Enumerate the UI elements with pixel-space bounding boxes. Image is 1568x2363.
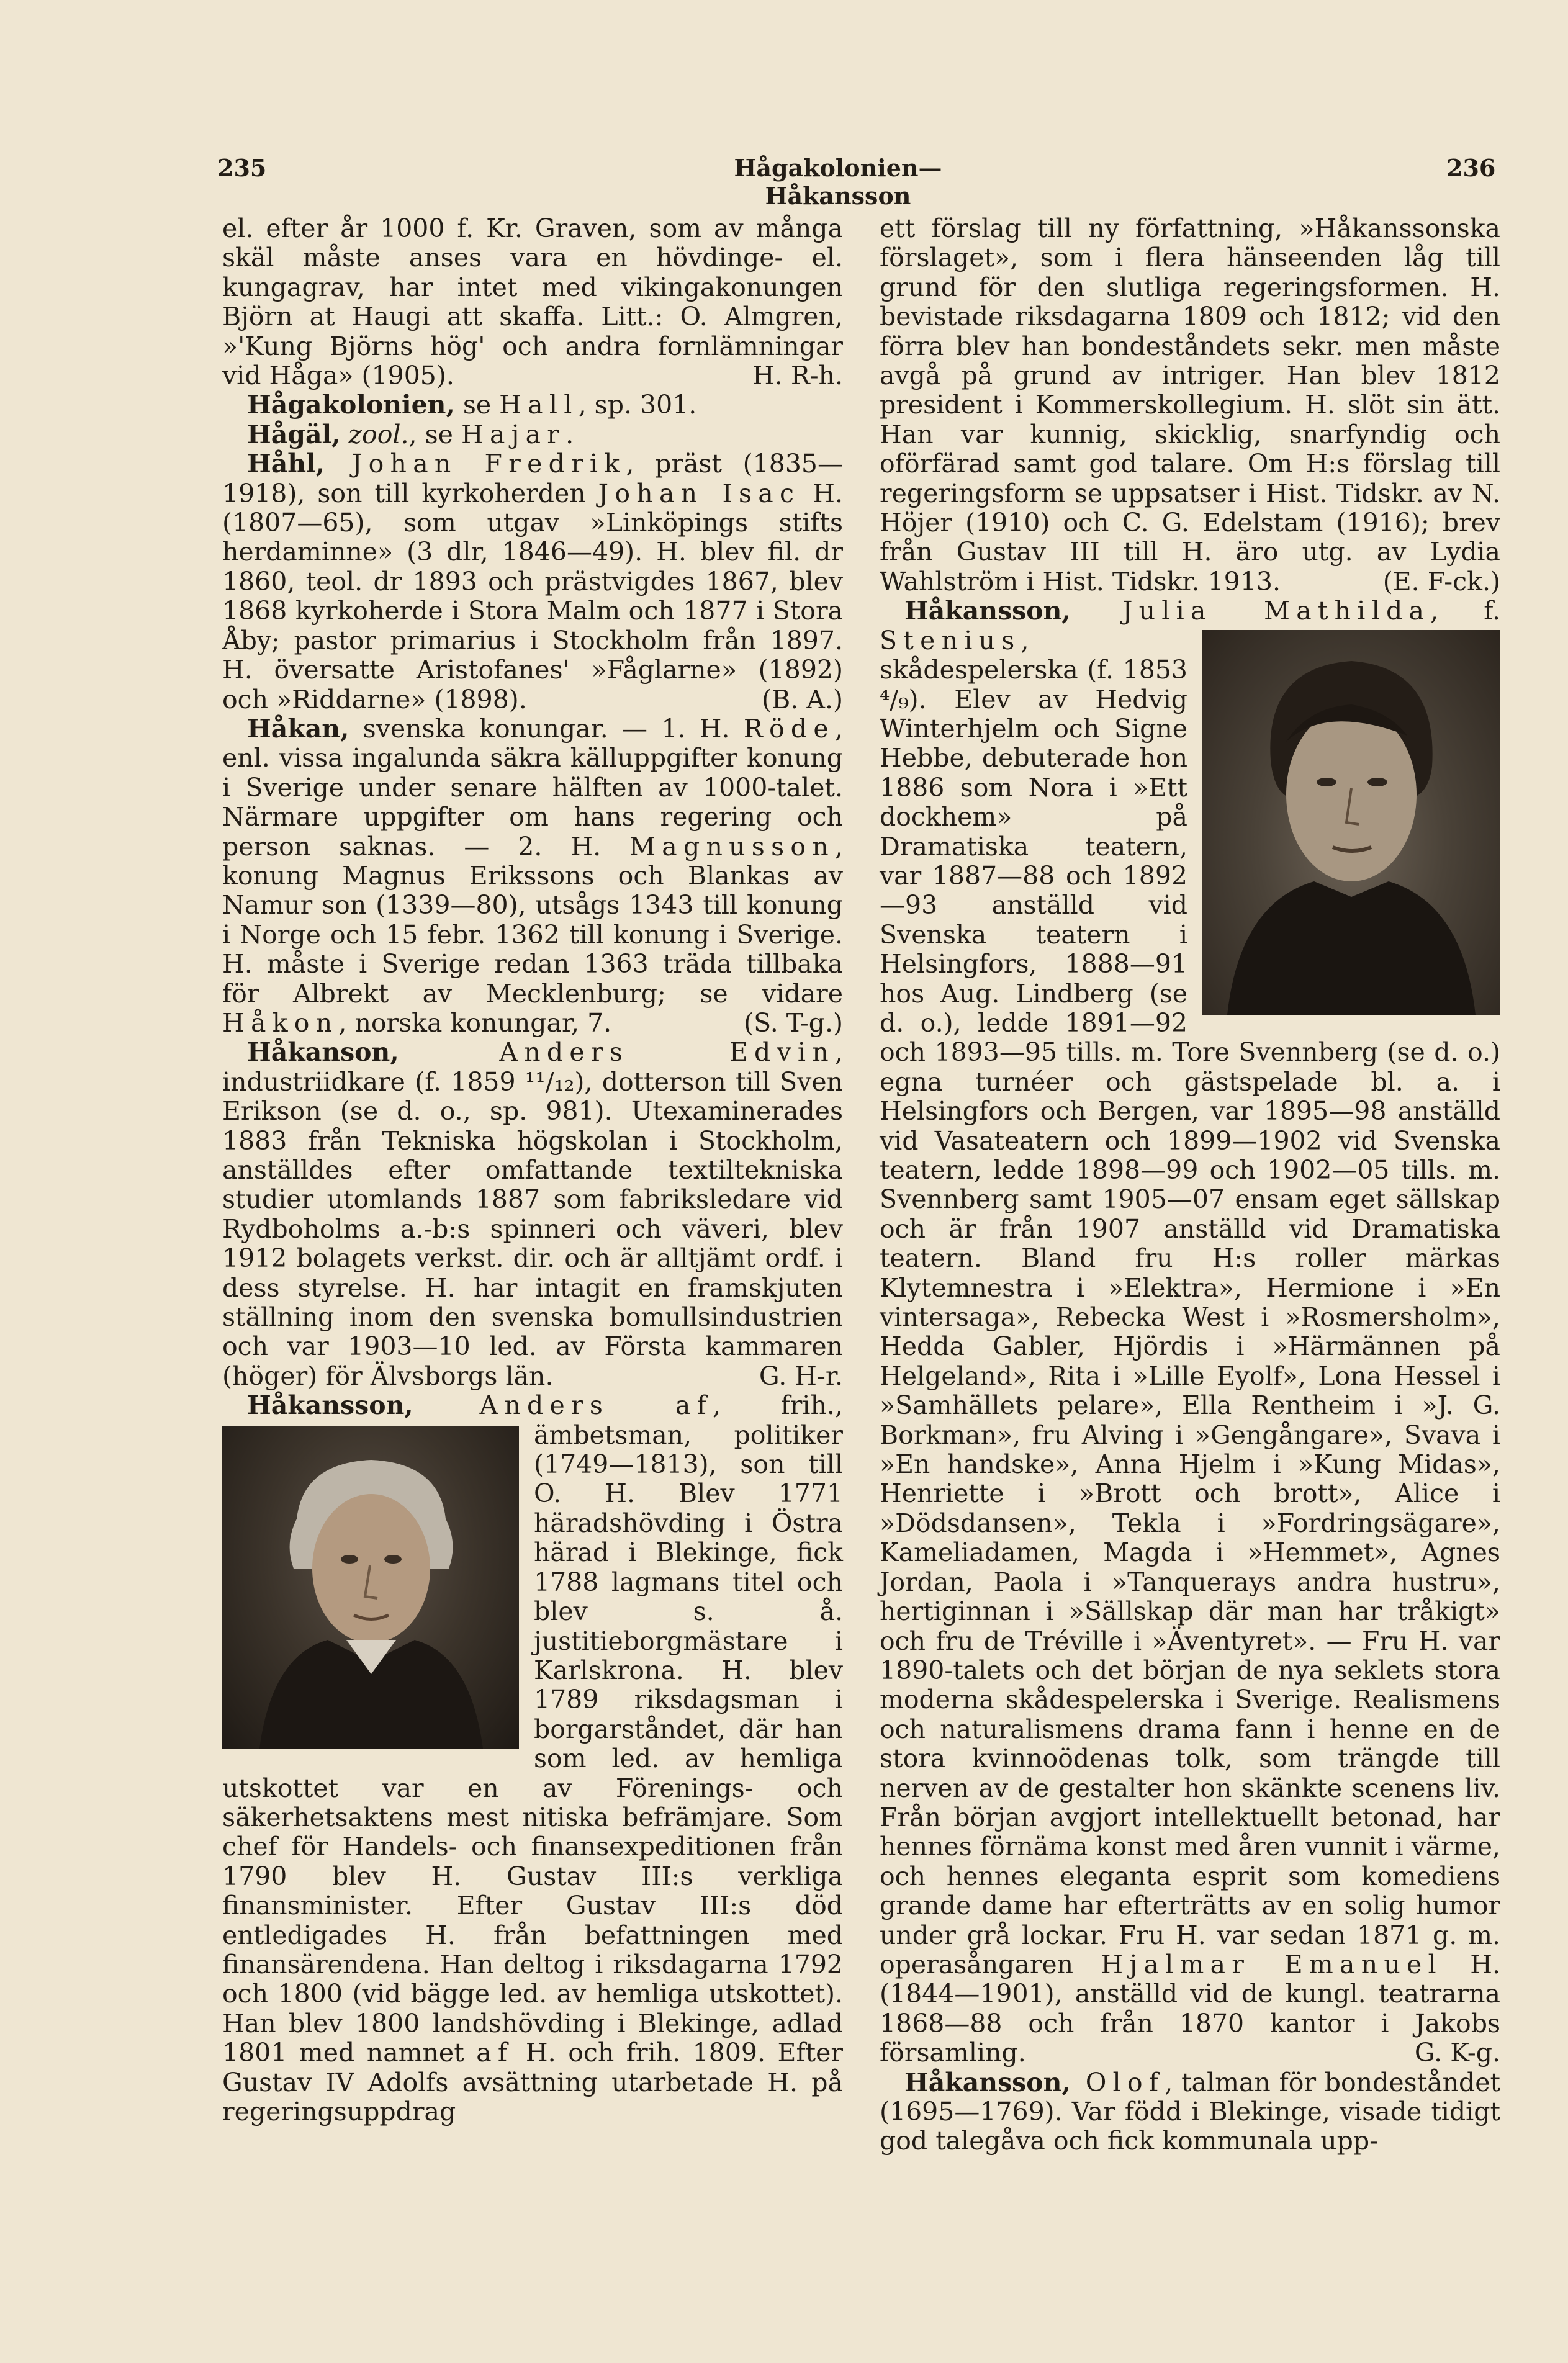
entry-text: H. (1807—65), som utgav »Linköpings stifts herdaminne» (3 dlr, 1846—49). H. blev fil. dr 1860, teol. dr 1893 och prästvigdes 1867, blev 1868 kyrkoherde i Stora Malm och 1877 i Stora Åby; pastor primarius i Stockholm från 1897. H. översatte Aristofanes' »Fåglarne» (1892) och »Riddarne» (1898).	[222, 478, 843, 714]
entry-text: , sp. 301.	[578, 390, 697, 420]
person-name: Johan Isac	[598, 478, 801, 508]
entry-text: H. och frih. 1809. Efter Gustav IV Adolfs avsättning utarbetade H. på regeringsuppdrag	[222, 2038, 843, 2127]
headword: Håkansson,	[904, 2067, 1071, 2097]
article-text: el. efter år 1000 f. Kr. Graven, som av många skäl måste anses vara en hövdinge- el. kungagrav, har intet med vikingakonungen Björn at Haugi att skaffa. Litt.: O. Almgren, »'Kung Björns hög' och andra fornlämningar vid Håga» (1905).	[222, 214, 843, 391]
cross-reference: Håkon	[222, 1007, 339, 1038]
entry-hahl	[222, 449, 843, 714]
entry-text: , industriidkare (f. 1859 ¹¹/₁₂), dotterson till Sven Erikson (se d. o., sp. 981). Utexaminerades 1883 från Tekniska högskolan i Stockholm, anställdes efter omfattande textiltekniska studier utomlands 1887 som fabriksledare vid Rydboholms a.-b:s spinneri och väveri, blev 1912 bolagets verkst. dir. och är alltjämt ordf. i dess styrelse. H. har intagit en framskjuten ställning inom den svenska bomullsindustrien och var 1903—10 led. av Första kammaren (höger) för Älvsborgs län.	[222, 1037, 843, 1391]
signature: G. K-g.	[1414, 2038, 1500, 2068]
entry-text: , präst (1835—1918), son till kyrkoherden	[222, 449, 843, 508]
name-particle: af	[476, 2038, 514, 2068]
signature: G. H-r.	[759, 1361, 843, 1391]
entry-hagakolonien	[222, 390, 843, 420]
portrait-anders-af-hakansson	[222, 1426, 519, 1749]
page-number-right: 236	[1446, 154, 1496, 182]
entry-hakan	[222, 714, 843, 1038]
person-name: Magnusson	[629, 831, 835, 862]
article-haga-continued	[222, 214, 843, 390]
headword: Håkansson,	[904, 596, 1071, 626]
entry-text: se	[454, 390, 500, 420]
right-column	[880, 214, 1500, 2156]
portrait-illustration	[1202, 630, 1500, 1015]
headword: Håkanson,	[247, 1037, 399, 1068]
entry-text: , f.	[1430, 596, 1500, 626]
field-label: zool.	[340, 419, 409, 449]
signature: (E. F-ck.)	[1382, 566, 1500, 596]
entry-text: , frih., ämbetsman, politiker (1749—1813), son till O. H. Blev 1771 häradshövding i Östra härad i Blekinge, fick 1788 lagmans titel och blev s. å. justitieborgmästare i Karlskrona. H. blev 1789 riksdagsman i borgarståndet, där han som led. av hemliga utskottet var en av Förenings- och säkerhetsaktens mest nitiska befrämjare. Som chef för Handels- och finansexpeditionen från 1790 blev H. Gustav III:s verkliga finansminister. Efter Gustav III:s död entledigades H. från befattningen med finansärendena. Han deltog i riksdagarna 1792 och 1800 (vid bägge led. av hemliga utskottet). Han blev 1800 landshövding i Blekinge, adlad 1801 med namnet	[222, 1390, 843, 2068]
signature: (B. A.)	[762, 684, 843, 714]
headword: Håkansson,	[247, 1390, 413, 1421]
headword: Håhl,	[247, 449, 325, 479]
cross-reference: Hall	[499, 390, 579, 420]
portrait-julia-hakansson	[1202, 630, 1500, 1015]
headword: Hågäl,	[247, 419, 341, 449]
person-name: Hjalmar Emanuel	[1101, 1949, 1443, 1979]
article-text: ett förslag till ny författning, »Håkanssonska förslaget», som i flera hänseenden låg till grund för den slutliga regeringsformen. H. bevistade riksdagarna 1809 och 1812; vid den förra blev han bondeståndets sekr. men måste avgå på grund av intriger. Han blev 1812 president i Kommerskollegium. H. slöt sin ätt. Han var kunnig, skicklig, snarfyndig och oförfärad samt god talare. Om H:s förslag till regeringsform se uppsatser i Hist. Tidskr. av N. Höjer (1910) och C. G. Edelstam (1916); brev från Gustav III till H. äro utg. av Lydia Wahlström i Hist. Tidskr. 1913.	[880, 214, 1500, 596]
entry-hagal	[222, 420, 843, 449]
entry-text: .	[565, 419, 574, 449]
signature: (S. T-g.)	[744, 1007, 843, 1038]
person-name: Julia Mathilda	[1070, 596, 1431, 626]
headword: Hågakolonien,	[247, 390, 455, 420]
entry-hakansson-olof	[880, 2068, 1500, 2156]
entry-text: , norska konungar, 7.	[338, 1007, 612, 1038]
headword: Håkan,	[247, 713, 349, 744]
portrait-illustration	[222, 1426, 519, 1749]
entry-text: , konung Magnus Erikssons och Blankas av Namur son (1339—80), utsågs 1343 till konung i Norge och 15 febr. 1362 till konung i Sverige. H. måste i Sverige redan 1363 träda tillbaka för Albrekt av Mecklenburg; se vidare	[222, 831, 843, 1009]
entry-text: H. (1844—1901), anställd vid de kungl. teatrarna 1868—88 och från 1870 kantor i Jakobs församling.	[880, 1949, 1501, 2068]
entry-text: svenska konungar. — 1. H.	[349, 713, 744, 744]
signature: H. R-h.	[752, 361, 843, 391]
entry-hakansson-anders-af	[222, 1391, 843, 2127]
entry-text: , talman för bondeståndet (1695—1769). Var född i Blekinge, visade tidigt god talegåva och fick kommunala upp-	[880, 2067, 1500, 2156]
entry-text: , skådespelerska (f. 1853 ⁴/₉). Elev av Hedvig Winterhjelm och Signe Hebbe, debuterade hon 1886 som Nora i »Ett dockhem» på Dramatiska teatern, var 1887—88 och 1892—93 anställd vid Svenska teatern i Helsingfors, 1888—91 hos Aug. Lindberg (se d. o.), ledde 1891—92 och 1893—95 tills. m. Tore Svennberg (se d. o.) egna turnéer och gästspelade bl. a. i Helsingfors och Bergen, var 1895—98 anställd vid Vasateatern och 1899—1902 vid Svenska teatern, ledde 1898—99 och 1902—05 tills. m. Svennberg samt 1905—07 ensam eget sällskap och är från 1907 anställd vid Dramatiska teatern. Bland fru H:s roller märkas Klytemnestra i »Elektra», Hermione i »En vintersaga», Rebecka West i »Rosmersholm», Hedda Gabler, Hjördis i »Härmännen på Helgeland», Rita i »Lille Eyolf», Lona Hessel i »Samhällets pelare», Ella Rentheim i »J. G. Borkman», fru Alving i »Gengångare», Svava i »En handske», Anna Hjelm i »Kung Midas», Henriette i »Brott och brott», Alice i »Dödsdansen», Tekla i »Fordringsägare», Kameliadamen, Magda i »Hemmet», Agnes Jordan, Paola i »Tanquerays andra hustru», hertiginnan i »Sällskap där man har tråkigt» och fru de Tréville i »Äventyret». — Fru H. var 1890-talets och det början de nya seklets stora moderna skådespelerska i Sverige. Realismens och naturalismens drama fann i henne en de stora kvinnoödenas tolk, som trängde till nerven av de gestalter hon skänkte scenens liv. Från början avgjort intellektuellt betonad, har hennes förnäma konst med åren vunnit i värme, och hennes eleganta esprit som komediens grande dame har efterträtts av en solig humor under grå lockar. Fru H. var sedan 1871 g. m. operasångaren	[880, 625, 1500, 1979]
cross-reference: Hajar	[461, 419, 566, 449]
person-name: Stenius	[880, 625, 1021, 655]
running-head: Hågakolonien—Håkansson	[734, 154, 942, 210]
entry-hakansson-julia	[880, 596, 1500, 2068]
person-name: Johan Fredrik	[324, 449, 626, 479]
entry-text: , se	[408, 419, 461, 449]
person-name: Röde	[743, 713, 835, 744]
page-number-left: 235	[217, 154, 267, 182]
left-column	[222, 214, 843, 2127]
person-name: Anders af	[413, 1390, 713, 1421]
person-name: Anders Edvin	[399, 1037, 835, 1068]
entry-hakanson-anders-edvin	[222, 1038, 843, 1391]
person-name: Olof	[1070, 2067, 1165, 2097]
entry-text: , enl. vissa ingalunda säkra källuppgifter konung i Sverige under senare hälften av 1000-talet. Närmare uppgifter om hans regering och person saknas. — 2. H.	[222, 713, 843, 862]
entry-hakansson-continued	[880, 214, 1500, 596]
